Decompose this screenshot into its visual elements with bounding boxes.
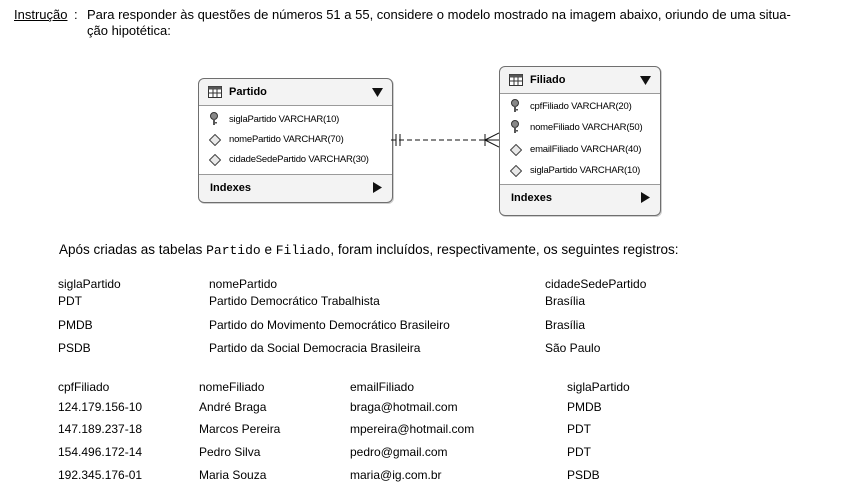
filiado-cell: André Braga <box>199 400 267 414</box>
partido-fields <box>199 106 392 175</box>
filiado-title: Filiado <box>530 74 566 86</box>
sentence-part-3: , foram incluídos, respectivamente, os seguintes registros: <box>330 242 679 257</box>
partido-cell: Partido Democrático Trabalhista <box>209 294 380 308</box>
partido-field-cidade: cidadeSedePartido VARCHAR(30) <box>229 154 369 165</box>
key-icon <box>510 99 520 113</box>
filiado-cell: PMDB <box>567 400 602 414</box>
chevron-right-icon[interactable] <box>641 192 650 203</box>
diamond-icon <box>209 134 221 146</box>
sentence-part-1: Após criadas as tabelas <box>59 242 207 257</box>
instruction-text <box>87 7 847 39</box>
filiado-field-cpf: cpfFiliado VARCHAR(20) <box>530 101 632 112</box>
filiado-header-nome: nomeFiliado <box>199 380 265 394</box>
filiado-header-cpf: cpfFiliado <box>58 380 110 394</box>
chevron-right-icon[interactable] <box>373 182 382 193</box>
sentence-table-1: Partido <box>206 243 261 258</box>
filiado-fields <box>500 94 660 185</box>
key-icon <box>209 112 219 126</box>
filiado-cell: pedro@gmail.com <box>350 445 448 459</box>
partido-field-nome: nomePartido VARCHAR(70) <box>229 134 344 145</box>
instruction-label: Instrução <box>14 7 68 22</box>
partido-header <box>199 79 392 106</box>
instruction-colon: : <box>74 7 78 22</box>
table-icon <box>208 86 222 98</box>
filiado-cell: braga@hotmail.com <box>350 400 458 414</box>
diamond-icon <box>510 165 522 177</box>
partido-header-cidade: cidadeSedePartido <box>545 277 647 291</box>
filiado-cell: PSDB <box>567 468 600 482</box>
filiado-cell: 154.496.172-14 <box>58 445 143 459</box>
filiado-cell: PDT <box>567 422 591 436</box>
filiado-field-sigla: siglaPartido VARCHAR(10) <box>530 165 641 176</box>
partido-cell: Partido da Social Democracia Brasileira <box>209 341 421 355</box>
filiado-header-sigla: siglaPartido <box>567 380 630 394</box>
filiado-field-nome: nomeFiliado VARCHAR(50) <box>530 122 643 133</box>
filiado-cell: Pedro Silva <box>199 445 261 459</box>
partido-cell: PSDB <box>58 341 91 355</box>
chevron-down-icon[interactable] <box>640 76 651 85</box>
partido-cell: PDT <box>58 294 82 308</box>
partido-cell: Brasília <box>545 294 586 308</box>
diamond-icon <box>510 144 522 156</box>
table-icon <box>509 74 523 86</box>
filiado-cell: Marcos Pereira <box>199 422 281 436</box>
partido-entity <box>198 78 393 203</box>
key-icon <box>510 120 520 134</box>
diamond-icon <box>209 154 221 166</box>
filiado-entity <box>499 66 661 216</box>
filiado-header-email: emailFiliado <box>350 380 415 394</box>
filiado-cell: 147.189.237-18 <box>58 422 143 436</box>
sentence-table-2: Filiado <box>275 243 331 258</box>
partido-header-sigla: siglaPartido <box>58 277 121 291</box>
filiado-cell: 192.345.176-01 <box>58 468 143 482</box>
filiado-cell: PDT <box>567 445 591 459</box>
instruction-line-1: Para responder às questões de números 51 a 55, considere o modelo mostrado na imagem abaixo, oriundo de uma situa- <box>87 7 791 22</box>
filiado-field-email: emailFiliado VARCHAR(40) <box>530 144 642 155</box>
filiado-cell: 124.179.156-10 <box>58 400 143 414</box>
filiado-cell: maria@ig.com.br <box>350 468 442 482</box>
relationship-connector <box>391 130 499 150</box>
filiado-indexes-label: Indexes <box>511 192 552 204</box>
filiado-cell: mpereira@hotmail.com <box>350 422 475 436</box>
partido-cell: Brasília <box>545 318 586 332</box>
partido-field-sigla: siglaPartido VARCHAR(10) <box>229 114 340 125</box>
partido-indexes-label: Indexes <box>210 182 251 194</box>
instruction-line-2: ção hipotética: <box>87 23 171 38</box>
filiado-header <box>500 67 660 94</box>
partido-cell: Partido do Movimento Democrático Brasileiro <box>209 318 450 332</box>
partido-cell: São Paulo <box>545 341 601 355</box>
partido-header-nome: nomePartido <box>209 277 278 291</box>
records-sentence <box>59 242 679 258</box>
partido-cell: PMDB <box>58 318 93 332</box>
partido-title: Partido <box>229 86 267 98</box>
filiado-cell: Maria Souza <box>199 468 267 482</box>
chevron-down-icon[interactable] <box>372 88 383 97</box>
sentence-part-2: e <box>260 242 276 257</box>
